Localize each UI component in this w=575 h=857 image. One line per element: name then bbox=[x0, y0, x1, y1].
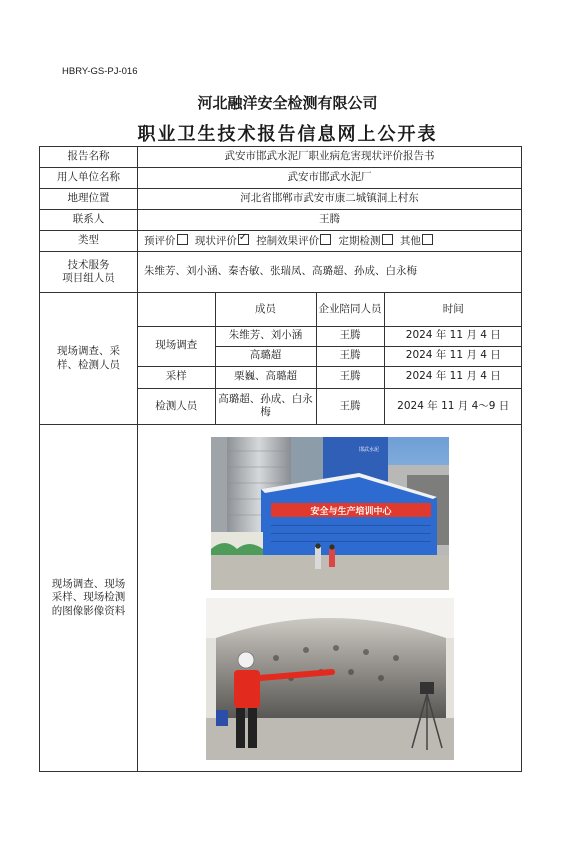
row-images bbox=[40, 425, 522, 772]
label-report-name: 报告名称 bbox=[40, 147, 138, 168]
survey-header-row bbox=[138, 293, 522, 326]
member-cell: 高璐超、孙成、白永梅 bbox=[215, 388, 316, 424]
row-report-name bbox=[40, 147, 522, 168]
option-periodic: 定期检测 bbox=[339, 235, 397, 247]
table-row bbox=[138, 388, 522, 424]
value-employer: 武安市邯武水泥厂 bbox=[138, 168, 522, 189]
member-cell: 栗巍、高璐超 bbox=[215, 366, 316, 388]
group-site-survey: 现场调查 bbox=[138, 326, 215, 366]
disclosure-table bbox=[39, 146, 522, 772]
label-images: 现场调查、现场采样、现场检测的图像影像资料 bbox=[40, 425, 138, 772]
header-time: 时间 bbox=[384, 293, 522, 326]
time-cell: 2024 年 11 月 4～9 日 bbox=[384, 388, 522, 424]
group-sampling: 采样 bbox=[138, 366, 215, 388]
row-employer bbox=[40, 168, 522, 189]
member-cell: 高璐超 bbox=[215, 346, 316, 366]
checkbox-periodic bbox=[382, 234, 393, 245]
roof-sign: 邯武水泥 bbox=[358, 446, 379, 453]
label-contact: 联系人 bbox=[40, 210, 138, 231]
value-report-name: 武安市邯武水泥厂职业病危害现状评价报告书 bbox=[138, 147, 522, 168]
table-row bbox=[138, 326, 522, 346]
group-testing: 检测人员 bbox=[138, 388, 215, 424]
checkbox-pre-eval bbox=[177, 234, 188, 245]
checkbox-status-eval bbox=[238, 234, 249, 245]
site-survey-photo bbox=[211, 437, 449, 590]
survey-subtable-cell bbox=[138, 293, 522, 425]
time-cell: 2024 年 11 月 4 日 bbox=[384, 346, 522, 366]
label-location: 地理位置 bbox=[40, 189, 138, 210]
header-member: 成员 bbox=[215, 293, 316, 326]
document-code: HBRY-GS-PJ-016 bbox=[62, 66, 138, 77]
label-team: 技术服务 项目组人员 bbox=[40, 252, 138, 293]
escort-cell: 王腾 bbox=[316, 388, 384, 424]
escort-cell: 王腾 bbox=[316, 346, 384, 366]
checkbox-other bbox=[422, 234, 433, 245]
value-team: 朱维芳、刘小涵、秦杏敏、张瑞凤、高璐超、孙成、白永梅 bbox=[138, 252, 522, 293]
value-location: 河北省邯郸市武安市康二城镇洞上村东 bbox=[138, 189, 522, 210]
option-pre-eval: 预评价 bbox=[144, 235, 192, 247]
site-testing-photo bbox=[206, 598, 454, 760]
company-name: 河北融洋安全检测有限公司 bbox=[197, 94, 378, 112]
table-row bbox=[138, 366, 522, 388]
building-sign: 安全与生产培训中心 bbox=[309, 506, 392, 517]
option-status-eval: 现状评价✓ bbox=[195, 235, 253, 247]
row-type bbox=[40, 231, 522, 252]
time-cell: 2024 年 11 月 4 日 bbox=[384, 366, 522, 388]
row-contact bbox=[40, 210, 522, 231]
option-other: 其他 bbox=[400, 235, 437, 247]
page-title: 职业卫生技术报告信息网上公开表 bbox=[137, 124, 438, 145]
time-cell: 2024 年 11 月 4 日 bbox=[384, 326, 522, 346]
label-type: 类型 bbox=[40, 231, 138, 252]
survey-header-blank bbox=[138, 293, 215, 326]
option-control-eval: 控制效果评价 bbox=[256, 235, 335, 247]
escort-cell: 王腾 bbox=[316, 326, 384, 346]
row-location bbox=[40, 189, 522, 210]
value-contact: 王腾 bbox=[138, 210, 522, 231]
row-survey bbox=[40, 293, 522, 425]
label-employer: 用人单位名称 bbox=[40, 168, 138, 189]
member-cell: 朱维芳、刘小涵 bbox=[215, 326, 316, 346]
label-survey: 现场调查、采样、检测人员 bbox=[40, 293, 138, 425]
header-escort: 企业陪同人员 bbox=[316, 293, 384, 326]
survey-subtable bbox=[138, 293, 522, 424]
row-team bbox=[40, 252, 522, 293]
type-options bbox=[138, 231, 522, 252]
images-cell bbox=[138, 425, 522, 772]
escort-cell: 王腾 bbox=[316, 366, 384, 388]
checkbox-control-eval bbox=[320, 234, 331, 245]
